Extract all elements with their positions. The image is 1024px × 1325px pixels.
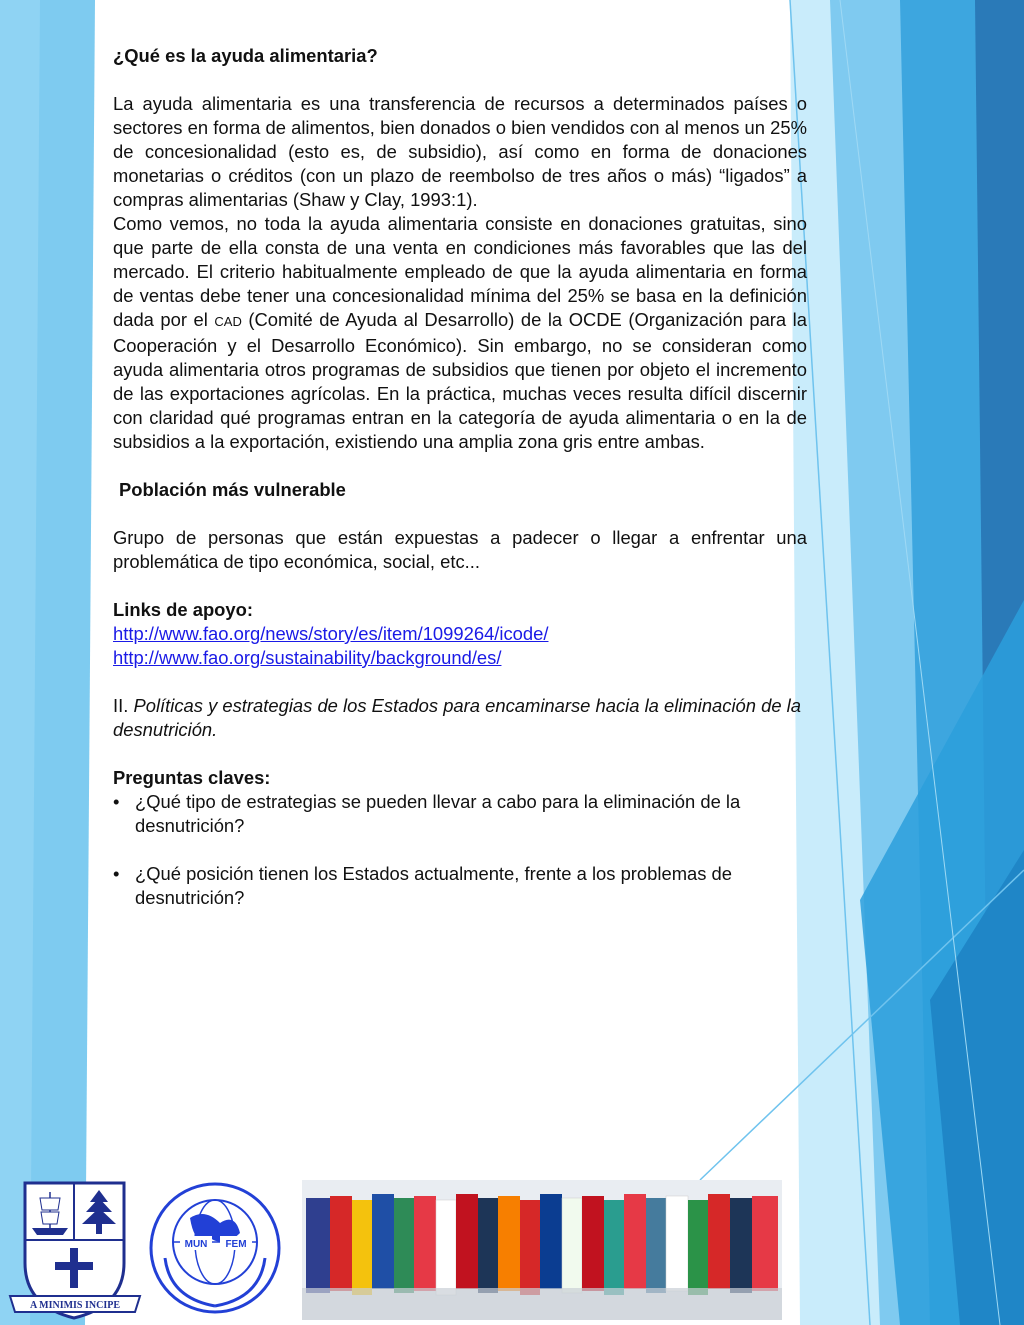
heading-vulnerable-population: Población más vulnerable — [119, 479, 346, 500]
key-questions-list — [113, 790, 807, 910]
document-body — [113, 44, 807, 910]
question-text: ¿Qué posición tienen los Estados actualmente, frente a los problemas de desnutrición? — [135, 863, 733, 908]
heading-food-aid: ¿Qué es la ayuda alimentaria? — [113, 45, 378, 66]
bullet-icon: • — [113, 791, 120, 812]
heading-links: Links de apoyo: — [113, 599, 253, 620]
paragraph-explanation-part1: Como vemos, no toda la ayuda alimentaria consiste en donaciones gratuitas, sino que parte de ella consta de una venta en condiciones más favorables que las del mercado. El criterio habitualmente empleado de que la ayuda alimentaria en forma de ventas debe tener una concesionalidad mínima del 25% se basa en la definición dada por el — [113, 213, 807, 330]
paragraph-vulnerable: Grupo de personas que están expuestas a padecer o llegar a enfrentar una problemática de tipo económica, social, etc... — [113, 527, 807, 572]
flags-banner-image — [302, 1180, 782, 1320]
mun-label: MUN — [184, 1239, 208, 1250]
list-item — [113, 862, 807, 910]
section-number: II. — [113, 695, 129, 716]
paragraph-definition: La ayuda alimentaria es una transferencia de recursos a determinados países o sectores en forma de alimentos, bien donados o bien vendidos con al menos un 25% de concesionalidad (esto es, de subsidio), así como en forma de donaciones monetarias o créditos (con un plazo de reembolso de tres años o más) “ligados” a compras alimentarias (Shaw y Clay, 1993:1). — [113, 93, 807, 210]
paragraph-explanation — [113, 212, 807, 454]
section-ii-title — [113, 694, 807, 742]
school-crest-logo — [10, 1183, 140, 1318]
school-motto: A MINIMIS INCIPE — [29, 1300, 121, 1311]
fem-label: FEM — [225, 1239, 247, 1250]
heading-key-questions: Preguntas claves: — [113, 767, 271, 788]
list-item — [113, 790, 807, 838]
footer-logos — [0, 1178, 1024, 1325]
mun-logo — [151, 1184, 279, 1312]
bullet-icon: • — [113, 863, 120, 884]
cad-abbreviation: CAD — [214, 314, 242, 329]
link-fao-sustainability[interactable]: http://www.fao.org/sustainability/background/es/ — [113, 647, 502, 668]
paragraph-explanation-part2: (Comité de Ayuda al Desarrollo) de la OCDE (Organización para la Cooperación y el Desarrollo Económico). Sin embargo, no se consideran como ayuda alimentaria otros programas de subsidios que tienen por objeto el incremento de las exportaciones agrícolas. En la práctica, muchas veces resulta difícil discernir con claridad qué programas entran en la categoría de ayuda alimentaria o en la de subsidios a la exportación, existiendo una amplia zona gris entre ambas. — [113, 309, 808, 452]
section-ii-text: Políticas y estrategias de los Estados para encaminarse hacia la eliminación de la desnutrición. — [113, 695, 802, 740]
link-fao-news[interactable]: http://www.fao.org/news/story/es/item/1099264/icode/ — [113, 623, 549, 644]
question-text: ¿Qué tipo de estrategias se pueden llevar a cabo para la eliminación de la desnutrición? — [135, 791, 741, 836]
